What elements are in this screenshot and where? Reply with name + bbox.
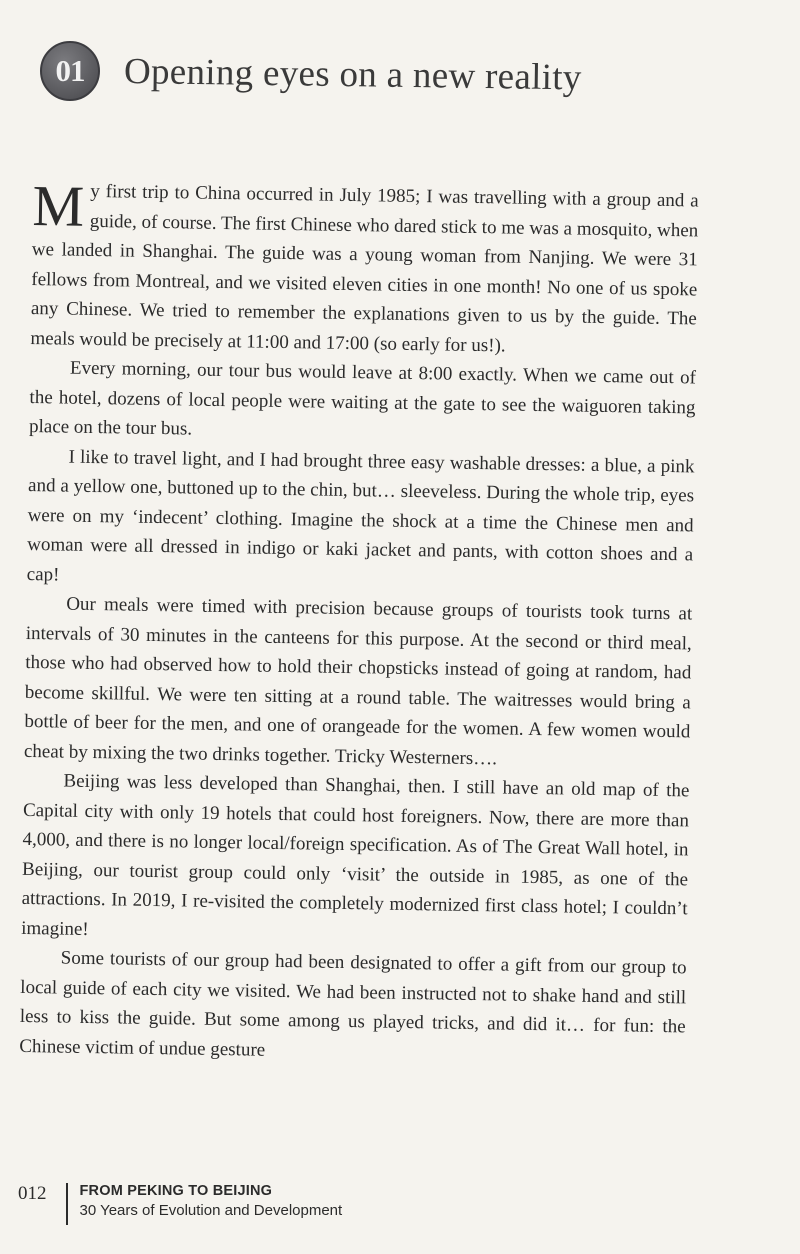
body-text [19,173,699,1071]
paragraph: I like to travel light, and I had brought three easy washable dresses: a blue, a pink and a yellow one, buttoned up to the chin, but… sleeveless. During the whole trip, eyes were on my ‘indecent’ clothing. Imagine the shock at a time the Chinese men and woman were all dressed in indigo or kaki jacket and pants, with cotton shoes and a cap! [26,446,695,585]
chapter-title: Opening eyes on a new reality [123,50,582,98]
paragraph: Our meals were timed with precision because groups of tourists took turns at intervals of 30 minutes in the canteens for this purpose. At the second or third meal, those who had observed how to hold their chopsticks instead of going at random, had become skillful. We were ten sitting at a round table. The waitresses would bring a bottle of beer for the men, and one of orangeade for the women. A few women would cheat by mixing the two drinks together. Tricky Westerners…. [23,593,693,769]
chapter-number-badge: 01 [40,41,100,101]
paragraph: Some tourists of our group had been designated to offer a gift from our group to local guide of each city we visited. We had been instructed not to shake hand and still less to kiss the guide. But some among us played tricks, and did it… for fun: the Chinese victim of undue gesture [19,947,687,1061]
page-footer [18,1181,342,1229]
paragraph-text: y first trip to China occurred in July 1985; I was travelling with a group and a guide, of course. The first Chinese who dared stick to me was a mosquito, when we landed in Shanghai. The guide was a young woman from Nanjing. We were 31 fellows from Montreal, and we visited eleven cities in one month! No one of us spoke any Chinese. We tried to remember the explanations given to us by the guide. The meals would be precisely at 11:00 and 17:00 (so early for us!). [30,180,699,356]
footer-divider [66,1183,68,1225]
page-number: 012 [18,1183,47,1204]
chapter-heading [40,36,740,106]
paragraph [30,173,699,363]
paragraph: Every morning, our tour bus would leave at 8:00 exactly. When we came out of the hotel, dozens of local people were waiting at the gate to see the waiguoren taking place on the tour bus. [28,357,697,440]
running-footer [80,1181,343,1221]
book-subtitle: 30 Years of Evolution and Development [79,1202,343,1219]
drop-cap: M [32,173,85,239]
paragraph: Beijing was less developed than Shanghai, then. I still have an old map of the Capital city with only 19 hotels that could host foreigners. Now, there are more than 4,000, and there is no longer local/foreign specification. As of The Great Wall hotel, in Beijing, our tourist group could only ‘visit’ the outside in 1985, as one of the attractions. In 2019, I re-visited the completely modernized first class hotel; I couldn’t imagine! [21,770,690,940]
book-title: FROM PEKING TO BEIJING [79,1183,273,1199]
